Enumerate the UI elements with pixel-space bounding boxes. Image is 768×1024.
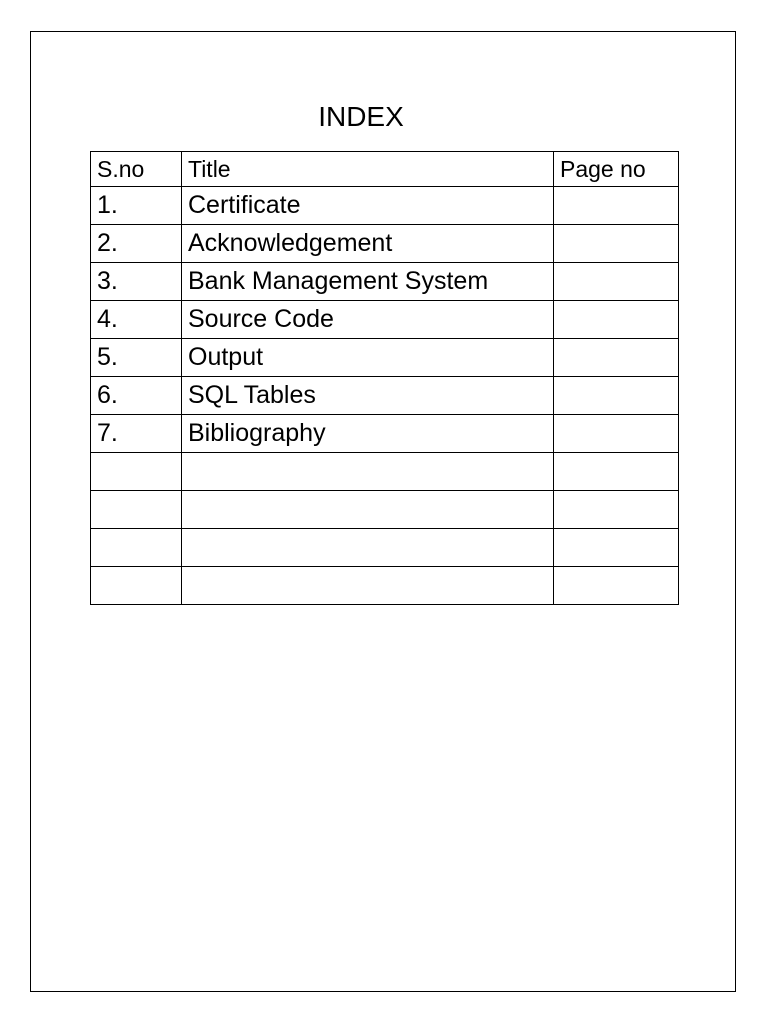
cell-title (182, 453, 554, 491)
cell-title (182, 529, 554, 567)
table-row (91, 491, 679, 529)
cell-page-no (554, 415, 679, 453)
cell-title: Certificate (182, 187, 554, 225)
cell-page-no (554, 491, 679, 529)
header-page-no: Page no (554, 152, 679, 187)
page-title: INDEX (318, 101, 404, 132)
cell-sno: 6. (91, 377, 182, 415)
table-row (91, 567, 679, 605)
cell-title: SQL Tables (182, 377, 554, 415)
index-table (90, 151, 679, 605)
cell-page-no (554, 263, 679, 301)
cell-page-no (554, 225, 679, 263)
cell-sno: 3. (91, 263, 182, 301)
table-row (91, 339, 679, 377)
table-row (91, 225, 679, 263)
header-title: Title (182, 152, 554, 187)
table-row (91, 301, 679, 339)
cell-sno: 2. (91, 225, 182, 263)
table-header-row (91, 152, 679, 187)
cell-title: Bibliography (182, 415, 554, 453)
cell-sno (91, 453, 182, 491)
cell-title (182, 567, 554, 605)
table-row (91, 453, 679, 491)
cell-title: Acknowledgement (182, 225, 554, 263)
cell-sno: 7. (91, 415, 182, 453)
cell-page-no (554, 187, 679, 225)
table-row (91, 415, 679, 453)
cell-title: Bank Management System (182, 263, 554, 301)
cell-sno: 1. (91, 187, 182, 225)
cell-page-no (554, 453, 679, 491)
table-row (91, 263, 679, 301)
cell-title: Source Code (182, 301, 554, 339)
cell-page-no (554, 339, 679, 377)
cell-sno (91, 529, 182, 567)
cell-sno: 4. (91, 301, 182, 339)
header-sno: S.no (91, 152, 182, 187)
cell-sno (91, 491, 182, 529)
cell-page-no (554, 567, 679, 605)
cell-title: Output (182, 339, 554, 377)
cell-sno: 5. (91, 339, 182, 377)
table-row (91, 187, 679, 225)
cell-title (182, 491, 554, 529)
table-row (91, 529, 679, 567)
table-row (91, 377, 679, 415)
cell-page-no (554, 301, 679, 339)
cell-page-no (554, 377, 679, 415)
cell-page-no (554, 529, 679, 567)
cell-sno (91, 567, 182, 605)
